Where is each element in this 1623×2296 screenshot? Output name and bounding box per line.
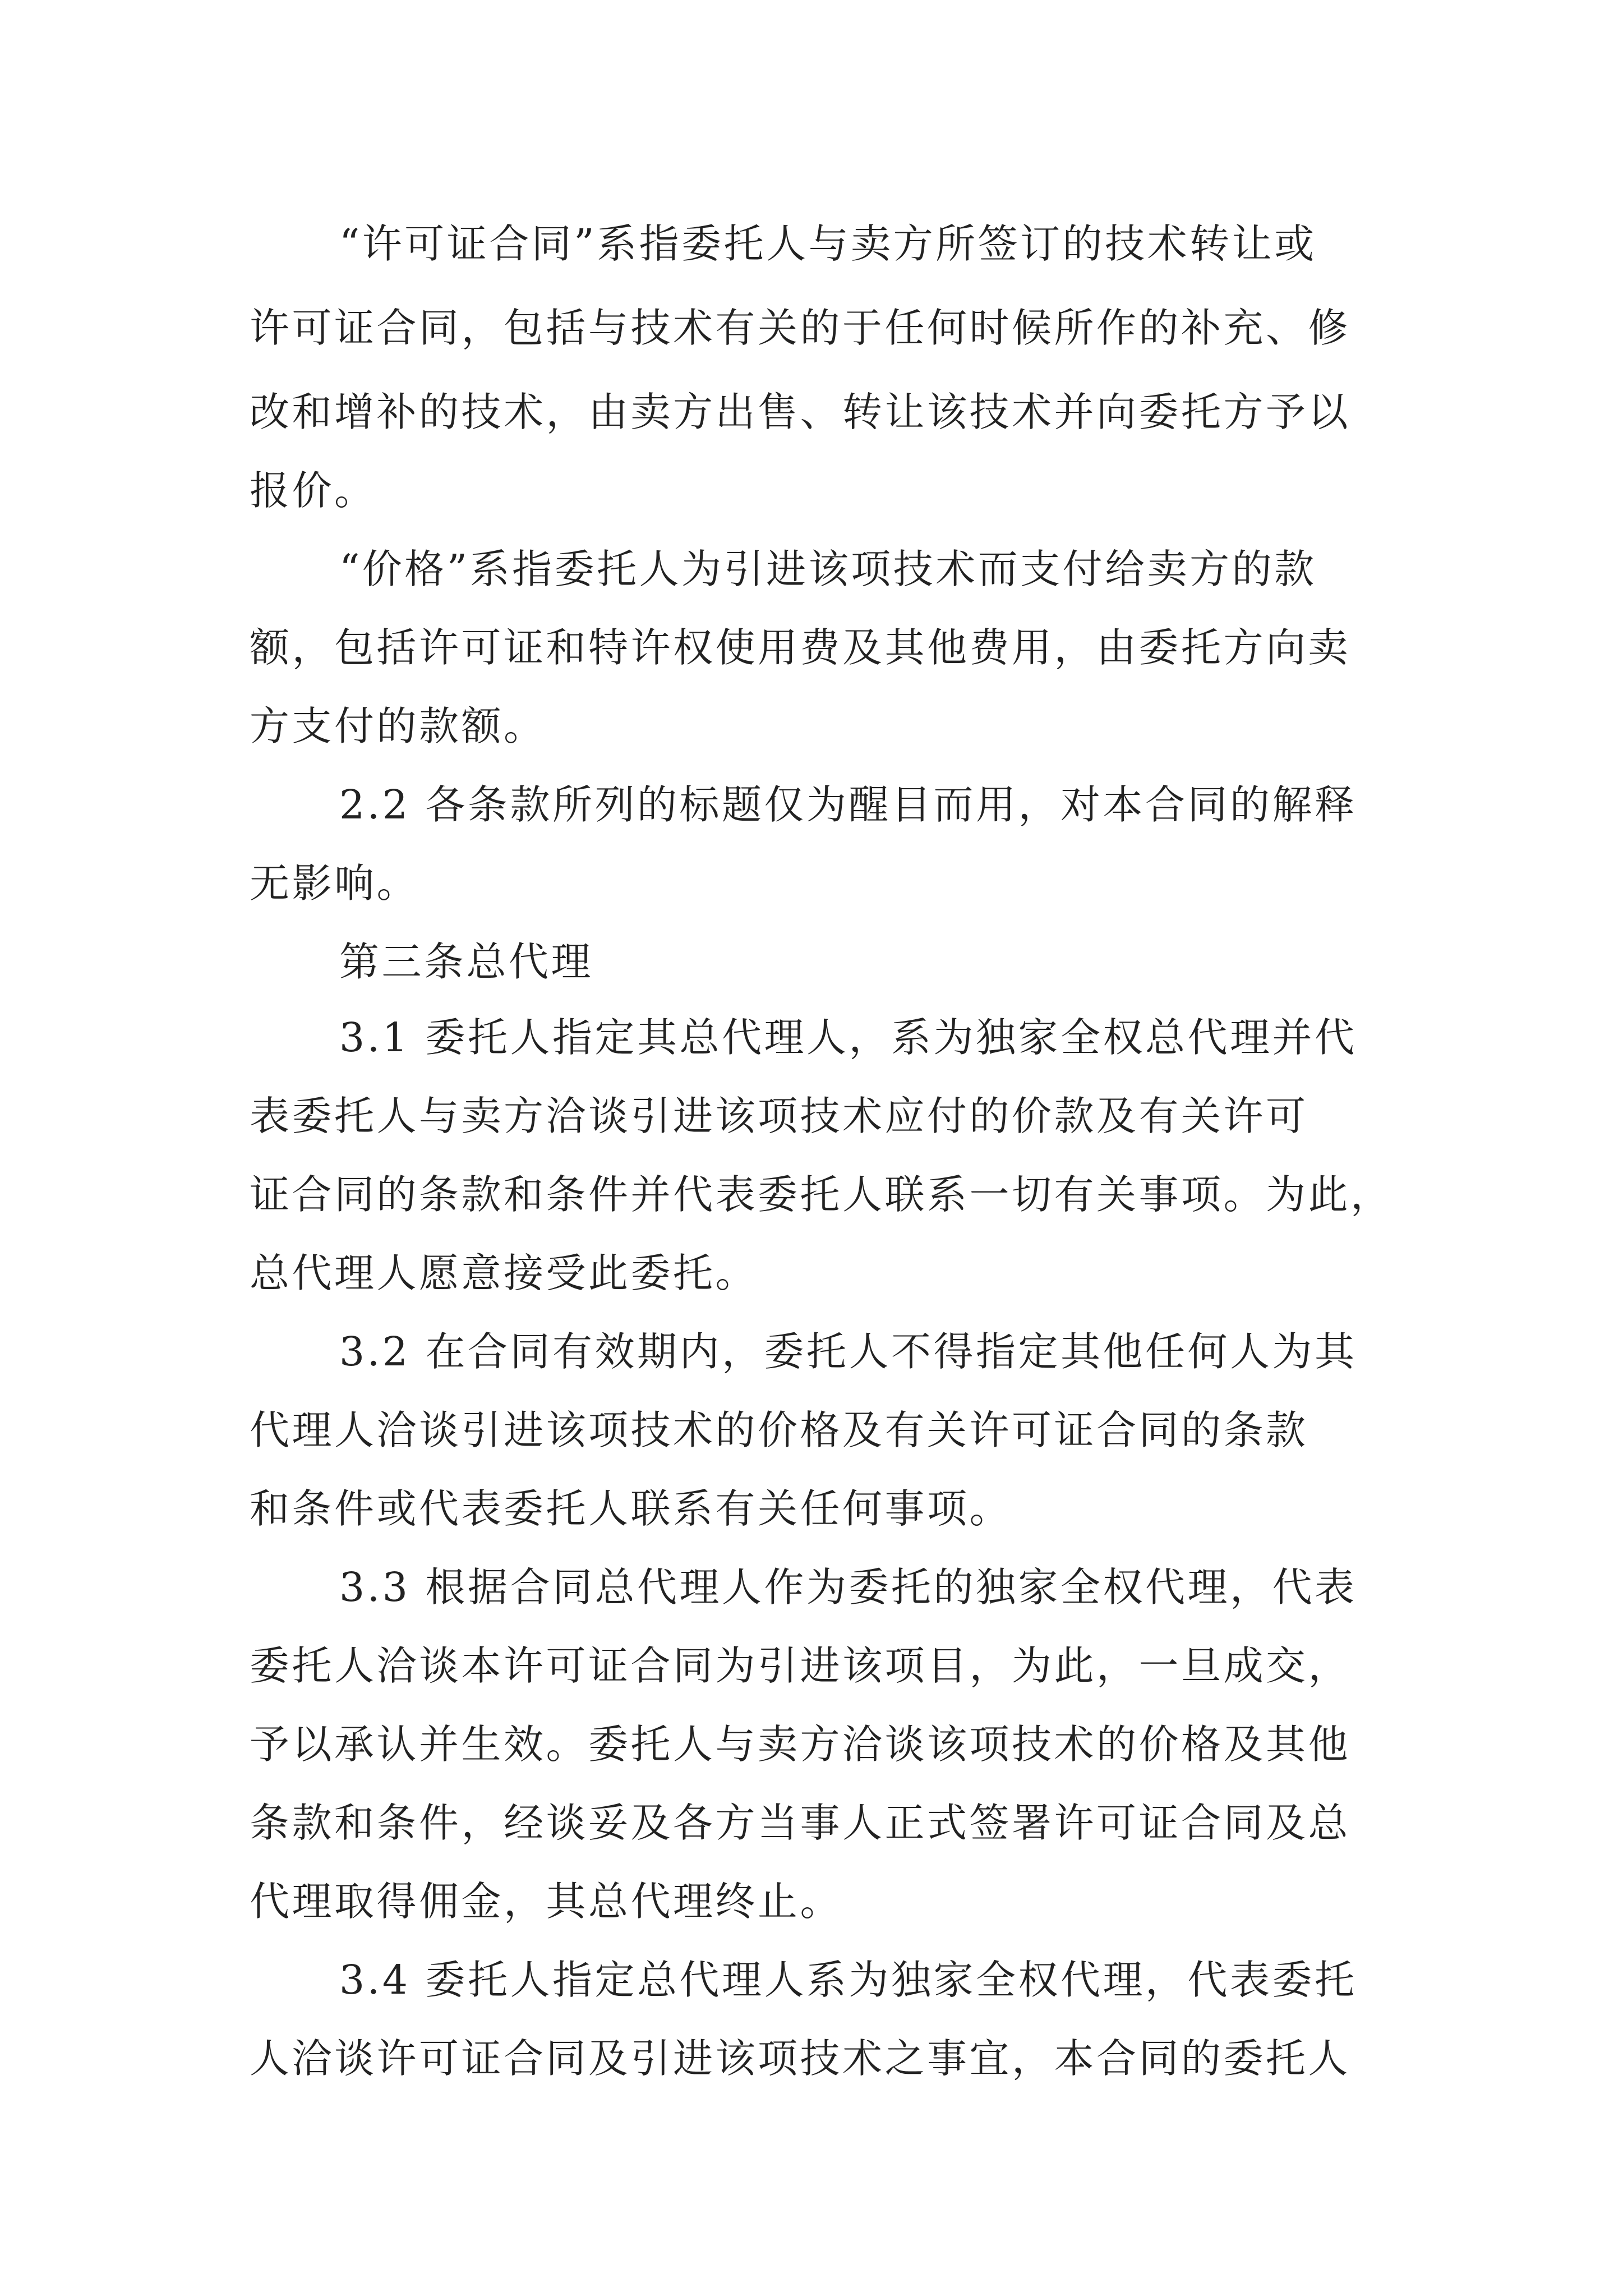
text-line: 委托人洽谈本许可证合同为引进该项目，为此，一旦成交， xyxy=(250,1642,1351,1689)
text-line: 方支付的款额。 xyxy=(250,703,546,749)
text-line: 证合同的条款和条件并代表委托人联系一切有关事项。为此， xyxy=(250,1171,1393,1218)
text-line: 条款和条件，经谈妥及各方当事人正式签署许可证合同及总 xyxy=(250,1800,1351,1846)
text-line: 报价。 xyxy=(250,467,377,514)
text-line: 人洽谈许可证合同及引进该项技术之事宜，本合同的委托人 xyxy=(250,2035,1351,2082)
paragraph-first-line: 3.4 委托人指定总代理人系为独家全权代理，代表委托 xyxy=(339,1957,1357,2003)
paragraph-first-line: 3.3 根据合同总代理人作为委托的独家全权代理，代表 xyxy=(339,1564,1357,1611)
text-line: 表委托人与卖方洽谈引进该项技术应付的价款及有关许可 xyxy=(250,1093,1308,1139)
paragraph-first-line: “许可证合同”系指委托人与卖方所签订的技术转让或 xyxy=(339,220,1317,267)
section-heading: 第三条总代理 xyxy=(339,938,594,985)
text-line: 改和增补的技术，由卖方出售、转让该技术并向委托方予以 xyxy=(250,389,1351,435)
paragraph-first-line: “价格”系指委托人为引进该项技术而支付给卖方的款 xyxy=(339,546,1317,592)
text-line: 额，包括许可证和特许权使用费及其他费用，由委托方向卖 xyxy=(250,624,1351,671)
text-line: 予以承认并生效。委托人与卖方洽谈该项技术的价格及其他 xyxy=(250,1721,1351,1768)
paragraph-first-line: 3.1 委托人指定其总代理人，系为独家全权总代理并代 xyxy=(339,1014,1357,1061)
text-line: 代理取得佣金，其总代理终止。 xyxy=(250,1878,843,1925)
text-line: 许可证合同，包括与技术有关的于任何时候所作的补充、修 xyxy=(250,305,1351,351)
paragraph-first-line: 2.2 各条款所列的标题仅为醒目而用，对本合同的解释 xyxy=(339,781,1357,828)
text-line: 总代理人愿意接受此委托。 xyxy=(250,1250,758,1296)
paragraph-first-line: 3.2 在合同有效期内，委托人不得指定其他任何人为其 xyxy=(339,1328,1357,1375)
text-line: 无影响。 xyxy=(250,860,419,907)
text-line: 和条件或代表委托人联系有关任何事项。 xyxy=(250,1485,1012,1532)
text-line: 代理人洽谈引进该项技术的价格及有关许可证合同的条款 xyxy=(250,1407,1308,1453)
